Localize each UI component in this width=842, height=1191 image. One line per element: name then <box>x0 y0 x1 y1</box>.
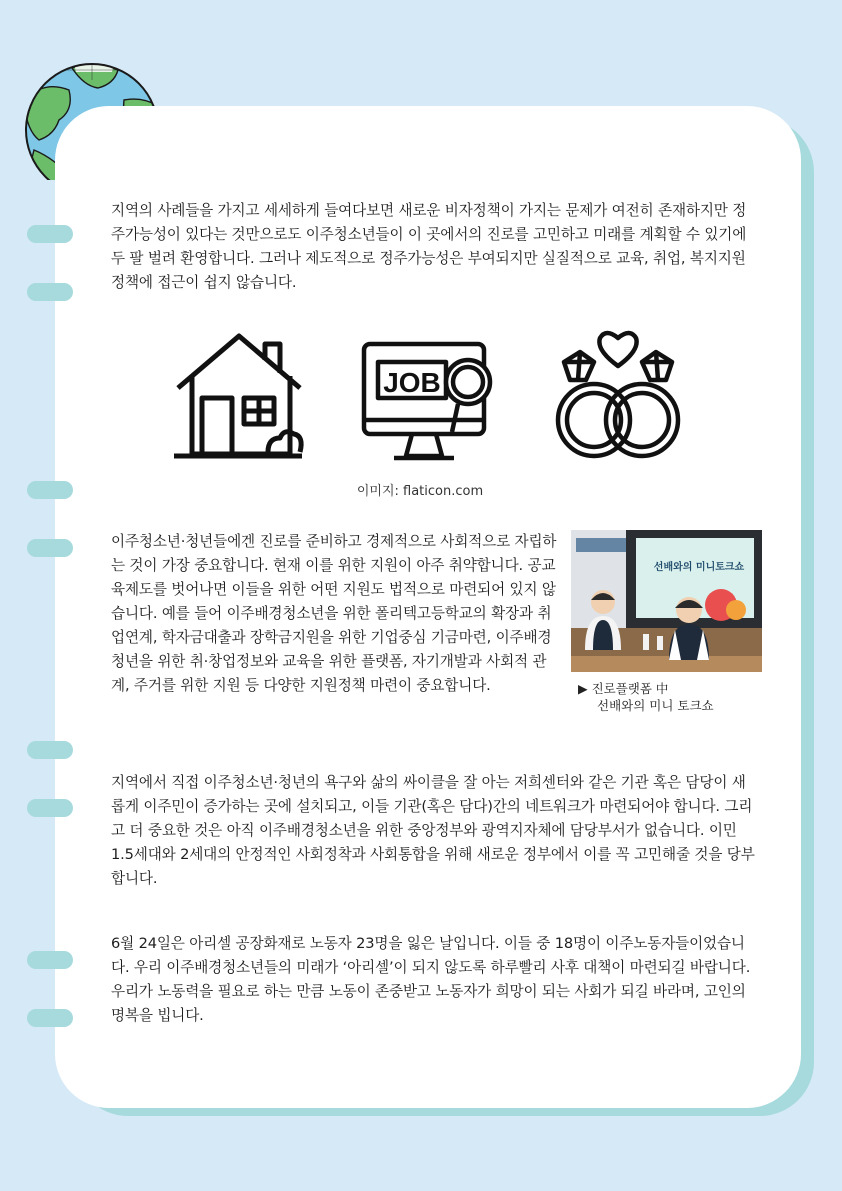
photo-caption-line1: ▶ 진로플랫폼 中 <box>578 681 669 696</box>
image-credit: 이미지: flaticon.com <box>356 484 484 499</box>
binder-tab <box>27 225 73 243</box>
binder-tab <box>27 799 73 817</box>
binder-tab <box>27 481 73 499</box>
photo-caption-line2: 선배와의 미니 토크쇼 <box>597 698 714 713</box>
talk-show-photo <box>571 530 762 672</box>
photo-caption <box>578 680 778 714</box>
wedding-rings-icon <box>550 328 686 464</box>
paragraph-center-network: 지역에서 직접 이주청소년·청년의 욕구와 삶의 싸이클을 잘 아는 저희센터와 같은 기관 혹은 담당이 새롭게 이주민이 증가하는 곳에 설치되고, 이들 기관(혹은 담다)간의 네트워크가 마련되어야 합니다. 그리고 더 중요한 것은 아직 이주배경청소년을 위한 중앙정부와 광역지자체에 담당부서가 없습니다. 이민 1.5세대와 2세대의 안정적인 사회정착과 사회통합을 위해 새로운 정부에서 이를 꼭 고민해줄 것을 당부합니다. <box>111 774 755 887</box>
house-icon <box>172 330 306 462</box>
paragraph-visa-policy: 지역의 사례들을 가지고 세세하게 들여다보면 새로운 비자정책이 가지는 문제가 여전히 존재하지만 정주가능성이 있다는 것만으로도 이주청소년들이 이 곳에서의 진로를 고민하고 미래를 계획할 수 있기에 두 팔 벌려 환영합니다. 그러나 제도적으로 정주가능성은 부여되지만 실질적으로 교육, 취업, 복지지원 정책에 접근이 쉽지 않습니다. <box>111 202 747 291</box>
binder-tab <box>27 741 73 759</box>
job-search-icon <box>360 340 496 464</box>
paragraph-aricell-memorial: 6월 24일은 아리셀 공장화재로 노동자 23명을 잃은 날입니다. 이들 중 18명이 이주노동자들이었습니다. 우리 이주배경청소년들의 미래가 ‘아리셀’이 되지 않도록 하루빨리 사후 대책이 마련되길 바랍니다. 우리가 노동력을 필요로 하는 만큼 노동이 존중받고 노동자가 희망이 되는 사회가 되길 바라며, 고인의 명복을 빕니다. <box>111 935 751 1024</box>
photo-screen-text: 선배와의 미니토크쇼 <box>653 562 745 573</box>
binder-tab <box>27 951 73 969</box>
binder-tab <box>27 283 73 301</box>
paragraph-support-policy: 이주청소년·청년들에겐 진로를 준비하고 경제적으로 사회적으로 자립하는 것이 가장 중요합니다. 현재 이를 위한 지원이 아주 취약합니다. 공교육제도를 벗어나면 이들을 위한 어떤 지원도 법적으로 마련되어 있지 않습니다. 예를 들어 이주배경청소년을 위한 폴리텍고등학교의 확장과 취업연계, 학자금대출과 장학금지원을 위한 기업중심 기금마련, 이주배경 청년을 위한 취·창업정보와 교육을 위한 플랫폼, 자기개발과 사회적 관계, 주거를 위한 지원 등 다양한 지원정책 마련이 중요합니다. <box>111 533 557 694</box>
job-text: JOB <box>383 367 441 398</box>
binder-tab <box>27 539 73 557</box>
binder-tab <box>27 1009 73 1027</box>
